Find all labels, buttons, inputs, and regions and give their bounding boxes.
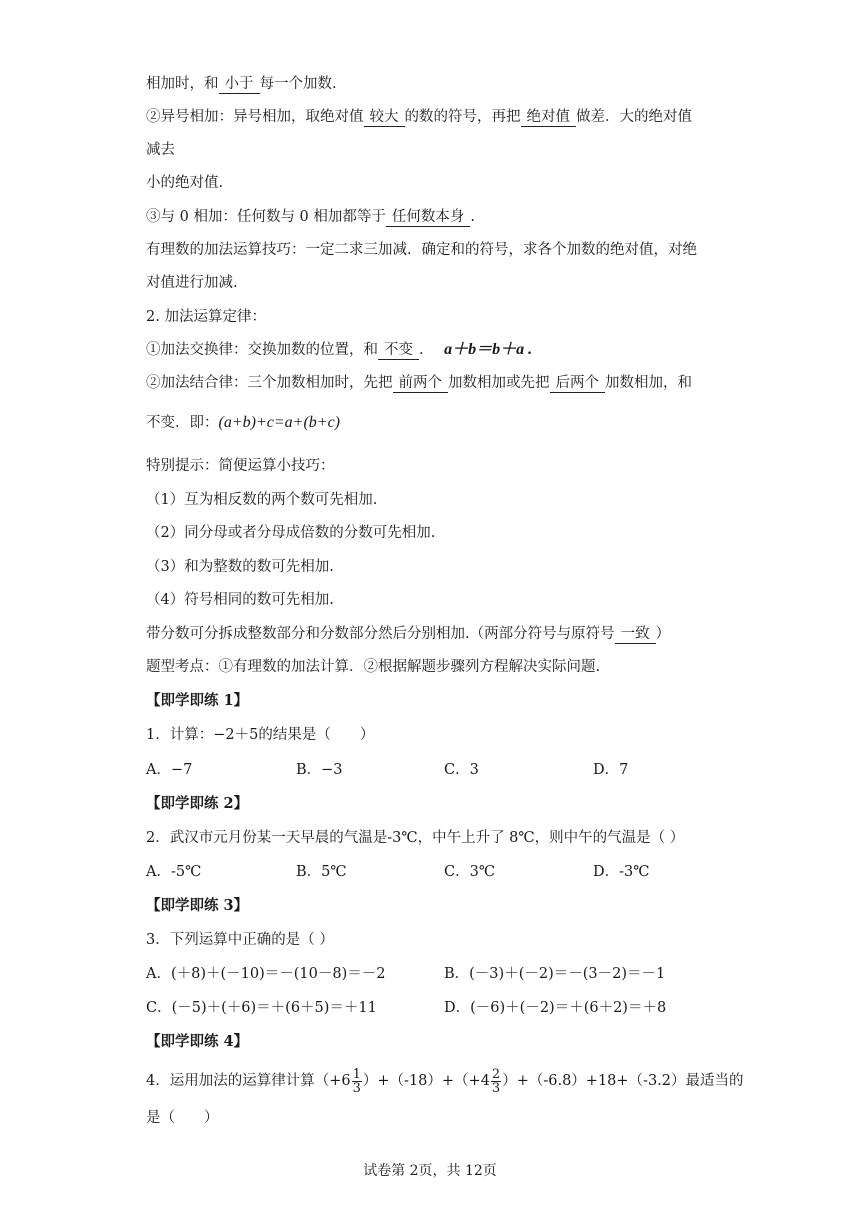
option-c: C．3 bbox=[444, 762, 479, 778]
practice-heading: 【即学即练 4】 bbox=[146, 1033, 249, 1050]
option-b: B．5℃ bbox=[296, 864, 347, 880]
text: 加数相加或先把 bbox=[448, 375, 550, 391]
text: 每一个加数. bbox=[259, 76, 337, 92]
numerator: 1 bbox=[352, 1066, 361, 1082]
text-line: 减去 bbox=[146, 142, 175, 158]
option-a: A．-5℃ bbox=[146, 864, 202, 880]
answer-blank: 前两个 bbox=[393, 374, 449, 393]
zero-addition-line bbox=[146, 207, 475, 227]
text: 相加时，和 bbox=[146, 76, 219, 92]
question: 2．武汉市元月份某一天早晨的气温是-3℃，中午上升了 8℃，则中午的气温是（ ） bbox=[146, 830, 685, 846]
question: 1．计算：−2＋5的结果是（ ） bbox=[146, 727, 375, 743]
fraction bbox=[491, 1068, 501, 1095]
question bbox=[146, 1066, 744, 1096]
option-a: A．−7 bbox=[146, 762, 193, 778]
text-line: 小的绝对值. bbox=[146, 175, 224, 191]
option-b: B．(－3)＋(－2)＝－(3－2)＝－1 bbox=[444, 966, 666, 982]
text: ③与 0 相加：任何数与 0 相加都等于 bbox=[146, 209, 386, 225]
technique-line: 有理数的加法运算技巧：一定二求三加减．确定和的符号，求各个加数的绝对值，对绝 bbox=[146, 242, 697, 258]
technique-line-cont: 对值进行加减. bbox=[146, 275, 238, 291]
text: . bbox=[470, 209, 475, 225]
answer-blank: 后两个 bbox=[550, 374, 606, 393]
option-c: C．(－5)＋(＋6)＝＋(6＋5)＝＋11 bbox=[146, 1000, 377, 1016]
text: 加数相加，和 bbox=[605, 375, 692, 391]
answer-blank: 绝对值 bbox=[521, 108, 577, 127]
answer-blank: 不变 bbox=[378, 341, 419, 360]
associative-formula: (a+b)+c=a+(b+c) bbox=[218, 414, 340, 431]
section-heading: 2. 加法运算定律： bbox=[146, 309, 266, 325]
text: 的数的符号，再把 bbox=[404, 109, 521, 125]
opposite-sign-rule-line bbox=[146, 107, 692, 127]
text: ①加法交换律：交换加数的位置，和 bbox=[146, 342, 378, 358]
commutative-formula: a＋b＝b＋a . bbox=[444, 341, 533, 358]
tip-item: （3）和为整数的数可先相加. bbox=[146, 559, 334, 575]
text: ②加法结合律：三个加数相加时，先把 bbox=[146, 375, 393, 391]
tip-item: （2）同分母或者分母成倍数的分数可先相加. bbox=[146, 525, 436, 541]
numerator: 2 bbox=[491, 1066, 501, 1082]
answer-blank: 较大 bbox=[364, 108, 405, 127]
answer-blank: 任何数本身 bbox=[386, 208, 471, 227]
text: ）+（-18）+（+4 bbox=[362, 1073, 490, 1089]
associative-law-line bbox=[146, 373, 692, 393]
option-c: C．3℃ bbox=[444, 864, 496, 880]
option-b: B．−3 bbox=[296, 762, 343, 778]
option-d: D．(－6)＋(－2)＝＋(6＋2)＝＋8 bbox=[444, 1000, 667, 1016]
tip-item: （4）符号相同的数可先相加. bbox=[146, 592, 334, 608]
practice-heading: 【即学即练 1】 bbox=[146, 692, 249, 709]
question-types-line: 题型考点：①有理数的加法计算．②根据解题步骤列方程解决实际问题. bbox=[146, 659, 601, 675]
denominator: 3 bbox=[491, 1080, 501, 1096]
answer-blank: 小于 bbox=[219, 75, 260, 94]
answer-blank: 一致 bbox=[615, 625, 656, 644]
option-d: D．7 bbox=[593, 762, 629, 778]
text: 不变．即： bbox=[146, 415, 219, 431]
same-sign-sum-line bbox=[146, 74, 337, 94]
text: ）+（-6.8）+18+（-3.2）最适当的 bbox=[502, 1073, 744, 1089]
mixed-number-line bbox=[146, 624, 670, 644]
commutative-law-line bbox=[146, 340, 532, 360]
option-a: A．(＋8)＋(－10)＝－(10－8)＝－2 bbox=[146, 966, 386, 982]
question-cont: 是（ ） bbox=[146, 1110, 219, 1126]
text: 带分数可分拆成整数部分和分数部分然后分别相加.（两部分符号与原符号 bbox=[146, 626, 615, 642]
text: ） bbox=[655, 626, 671, 642]
tips-title: 特别提示：简便运算小技巧： bbox=[146, 458, 335, 474]
tip-item: （1）互为相反数的两个数可先相加. bbox=[146, 492, 378, 508]
text: ． bbox=[419, 342, 434, 358]
practice-heading: 【即学即练 3】 bbox=[146, 897, 249, 914]
option-d: D．-3℃ bbox=[593, 864, 650, 880]
fraction bbox=[352, 1068, 362, 1095]
text: 做差．大的绝对值 bbox=[576, 109, 692, 125]
text: ②异号相加：异号相加，取绝对值 bbox=[146, 109, 364, 125]
denominator: 3 bbox=[352, 1080, 361, 1096]
text: 4．运用加法的运算律计算（+6 bbox=[146, 1073, 351, 1089]
practice-heading: 【即学即练 2】 bbox=[146, 795, 249, 812]
associative-formula-line bbox=[146, 413, 340, 433]
page-footer: 试卷第 2页，共 12页 bbox=[363, 1163, 497, 1179]
question: 3．下列运算中正确的是（ ） bbox=[146, 932, 334, 948]
